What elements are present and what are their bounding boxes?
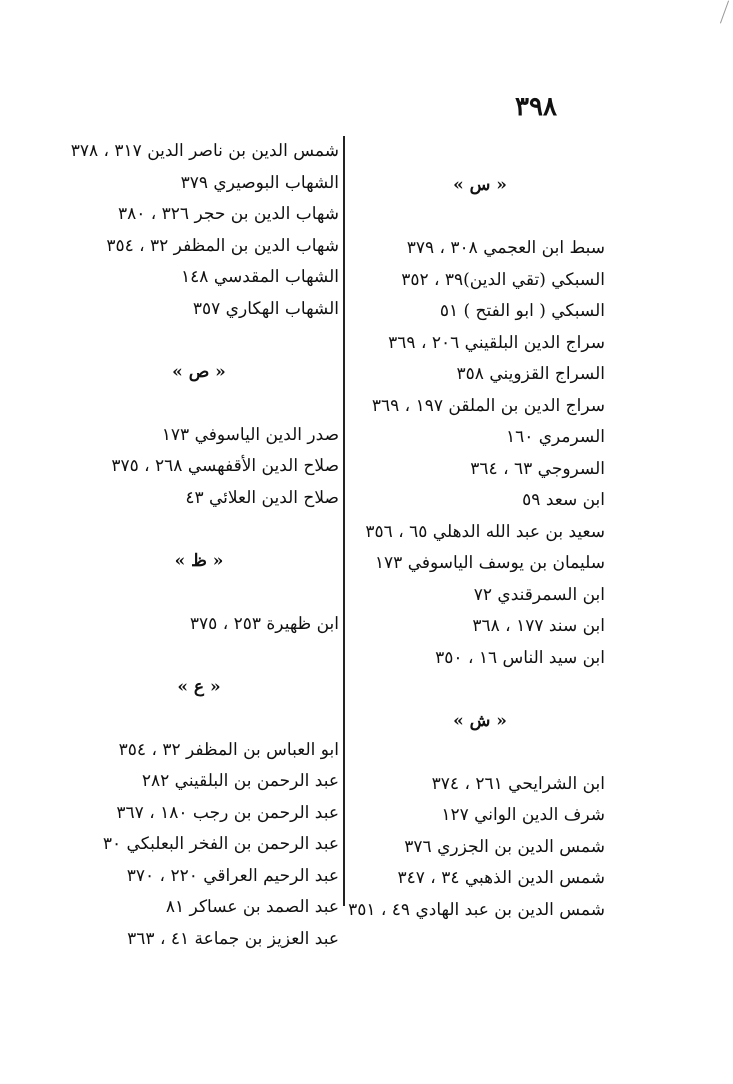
page-number: ٣٩٨ — [515, 92, 557, 122]
spacer — [355, 202, 605, 234]
index-entry: صلاح الدين العلائي ٤٣ — [185, 487, 339, 508]
spacer — [59, 703, 339, 735]
index-entry: شهاب الدين بن المظفر ٣٢ ، ٣٥٤ — [106, 235, 339, 256]
index-entry: عبد الرحمن بن الفخر البعلبكي ٣٠ — [102, 834, 339, 854]
spacer — [59, 577, 339, 609]
spacer — [59, 325, 339, 357]
index-entry: شمس الدين بن عبد الهادي ٤٩ ، ٣٥١ — [348, 899, 605, 920]
index-entry: ابو العباس بن المظفر ٣٢ ، ٣٥٤ — [118, 739, 339, 760]
index-entry: سراج الدين بن الملقن ١٩٧ ، ٣٦٩ — [371, 395, 605, 416]
index-entry: شمس الدين الذهبي ٣٤ ، ٣٤٧ — [397, 868, 605, 888]
index-entry: شمس الدين بن ناصر الدين ٣١٧ ، ٣٧٨ — [70, 141, 339, 161]
section-heading-ain: « ع » — [177, 676, 221, 697]
section-heading-za: « ظ » — [174, 550, 224, 571]
index-entry: السبكي (تقي الدين)٣٩ ، ٣٥٢ — [401, 269, 605, 290]
index-entry: شرف الدين الواني ١٢٧ — [441, 805, 605, 825]
index-entry: ابن سند ١٧٧ ، ٣٦٨ — [472, 616, 605, 636]
index-entry: عبد الرحمن بن رجب ١٨٠ ، ٣٦٧ — [116, 802, 339, 823]
index-entry: ابن الشرايحي ٢٦١ ، ٣٧٤ — [431, 773, 605, 794]
index-entry: سبط ابن العجمي ٣٠٨ ، ٣٧٩ — [406, 238, 605, 258]
index-entry: الشهاب المقدسي ١٤٨ — [181, 267, 339, 287]
column-divider — [343, 136, 345, 906]
section-heading-sin: « س » — [453, 175, 507, 195]
index-entry: ابن سعد ٥٩ — [522, 490, 605, 510]
corner-mark — [720, 1, 729, 24]
spacer — [59, 640, 339, 672]
index-entry: الشهاب الهكاري ٣٥٧ — [192, 298, 339, 319]
index-entry: ابن ظهيرة ٢٥٣ ، ٣٧٥ — [189, 613, 339, 634]
section-heading-shin: « ش » — [453, 710, 507, 731]
index-entry: السرمري ١٦٠ — [505, 427, 605, 447]
left-column — [59, 136, 339, 955]
right-column — [348, 170, 605, 926]
index-entry: الشهاب البوصيري ٣٧٩ — [180, 172, 339, 193]
index-entry: صلاح الدين الأقفهسي ٢٦٨ ، ٣٧٥ — [111, 456, 339, 476]
index-entry: عبد الرحمن بن البلقيني ٢٨٢ — [141, 771, 339, 791]
index-entry: سعيد بن عبد الله الدهلي ٦٥ ، ٣٥٦ — [365, 521, 605, 542]
spacer — [59, 514, 339, 546]
spacer — [59, 388, 339, 420]
index-entry: ابن سيد الناس ١٦ ، ٣٥٠ — [435, 647, 605, 668]
index-entry: صدر الدين الياسوفي ١٧٣ — [161, 424, 339, 445]
index-entry: سليمان بن يوسف الياسوفي ١٧٣ — [374, 553, 605, 573]
index-entry: عبد الرحيم العراقي ٢٢٠ ، ٣٧٠ — [126, 865, 339, 886]
index-entry: السبكي ( ابو الفتح ) ٥١ — [439, 301, 605, 321]
index-entry: عبد العزيز بن جماعة ٤١ ، ٣٦٣ — [127, 928, 339, 949]
index-entry: شمس الدين بن الجزري ٣٧٦ — [404, 836, 605, 857]
index-entry: السراج القزويني ٣٥٨ — [456, 364, 605, 384]
index-entry: شهاب الدين بن حجر ٣٢٦ ، ٣٨٠ — [117, 204, 339, 224]
spacer — [355, 674, 605, 706]
index-entry: السروجي ٦٣ ، ٣٦٤ — [470, 458, 605, 479]
spacer — [355, 737, 605, 769]
section-heading-sad: « ص » — [172, 361, 226, 382]
index-entry: سراج الدين البلقيني ٢٠٦ ، ٣٦٩ — [388, 332, 605, 353]
index-entry: عبد الصمد بن عساكر ٨١ — [165, 897, 339, 917]
index-entry: ابن السمرقندي ٧٢ — [473, 584, 605, 605]
